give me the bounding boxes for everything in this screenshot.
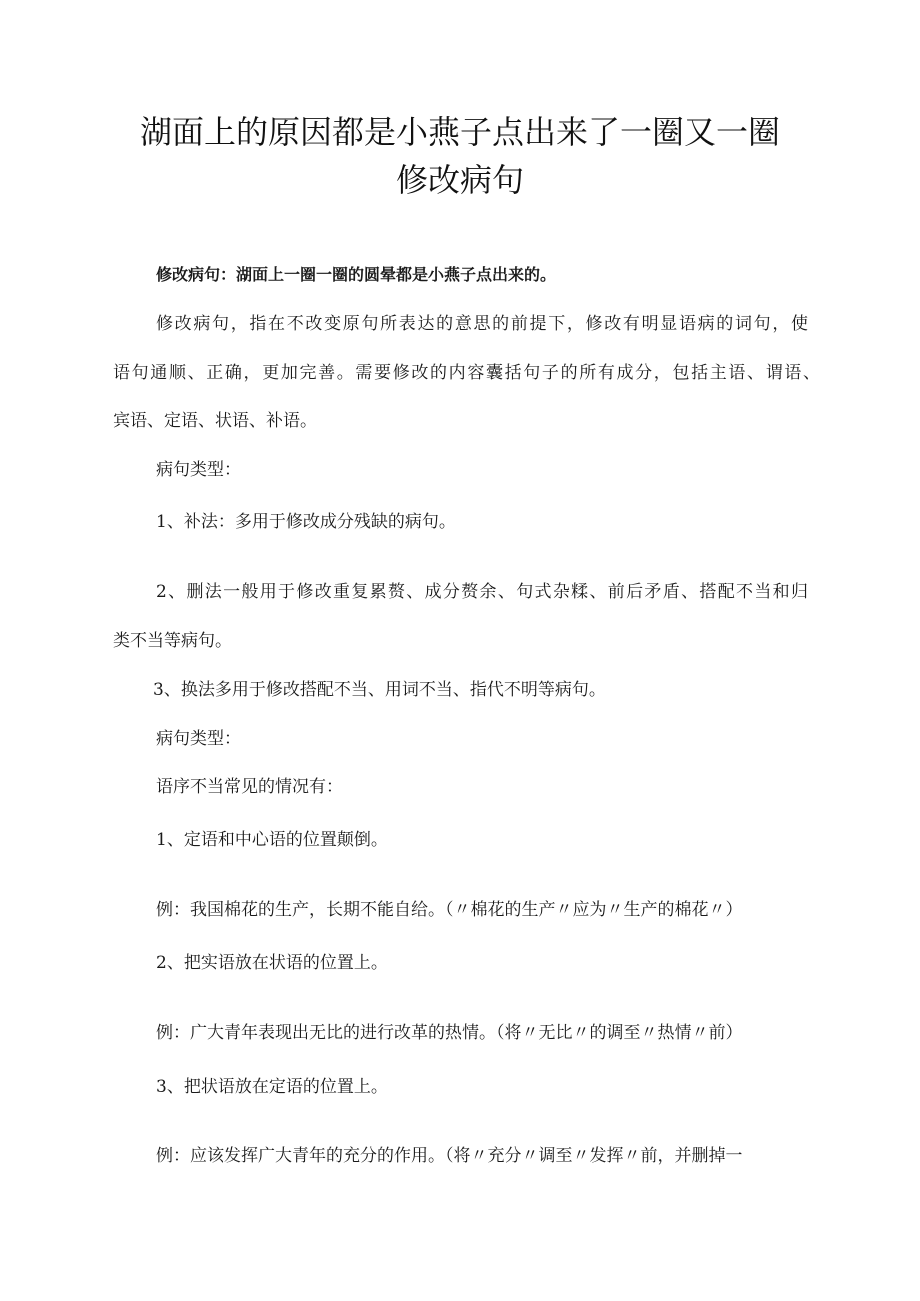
document-title: 湖面上的原因都是小燕子点出来了一圈又一圈 [139, 113, 780, 151]
example-1: 例：我国棉花的生产，长期不能自给。（〃棉花的生产〃应为〃生产的棉花〃） [156, 900, 743, 920]
method-3: 3、换法多用于修改搭配不当、用词不当、指代不明等病句。 [153, 680, 606, 700]
types-heading-2: 病句类型： [156, 729, 241, 749]
example-3: 例：应该发挥广大青年的充分的作用。（将〃充分〃调至〃发挥〃前，并删掉一 [156, 1146, 743, 1166]
example-2: 例：广大青年表现出无比的进行改革的热情。（将〃无比〃的调至〃热情〃前） [156, 1023, 743, 1043]
document-subtitle: 修改病句 [395, 161, 524, 199]
types-heading-1: 病句类型： [156, 460, 241, 480]
intro-line-3: 宾语、定语、状语、补语。 [113, 411, 317, 431]
case-3: 3、把状语放在定语的位置上。 [156, 1077, 388, 1097]
case-1: 1、定语和中心语的位置颠倒。 [156, 830, 388, 850]
intro-line-1: 修改病句，指在不改变原句所表达的意思的前提下，修改有明显语病的词句，使 [156, 314, 808, 334]
word-order-heading: 语序不当常见的情况有： [156, 777, 343, 797]
intro-line-2: 语句通顺、正确，更加完善。需要修改的内容囊括句子的所有成分，包括主语、谓语、 [113, 363, 820, 383]
answer-line: 修改病句：湖面上一圈一圈的圆晕都是小燕子点出来的。 [156, 265, 557, 284]
method-1: 1、补法：多用于修改成分残缺的病句。 [156, 512, 456, 532]
method-2-line-1: 2、删法一般用于修改重复累赘、成分赘余、句式杂糅、前后矛盾、搭配不当和归 [156, 582, 808, 602]
method-2-line-2: 类不当等病句。 [113, 631, 232, 651]
case-2: 2、把实语放在状语的位置上。 [156, 953, 388, 973]
